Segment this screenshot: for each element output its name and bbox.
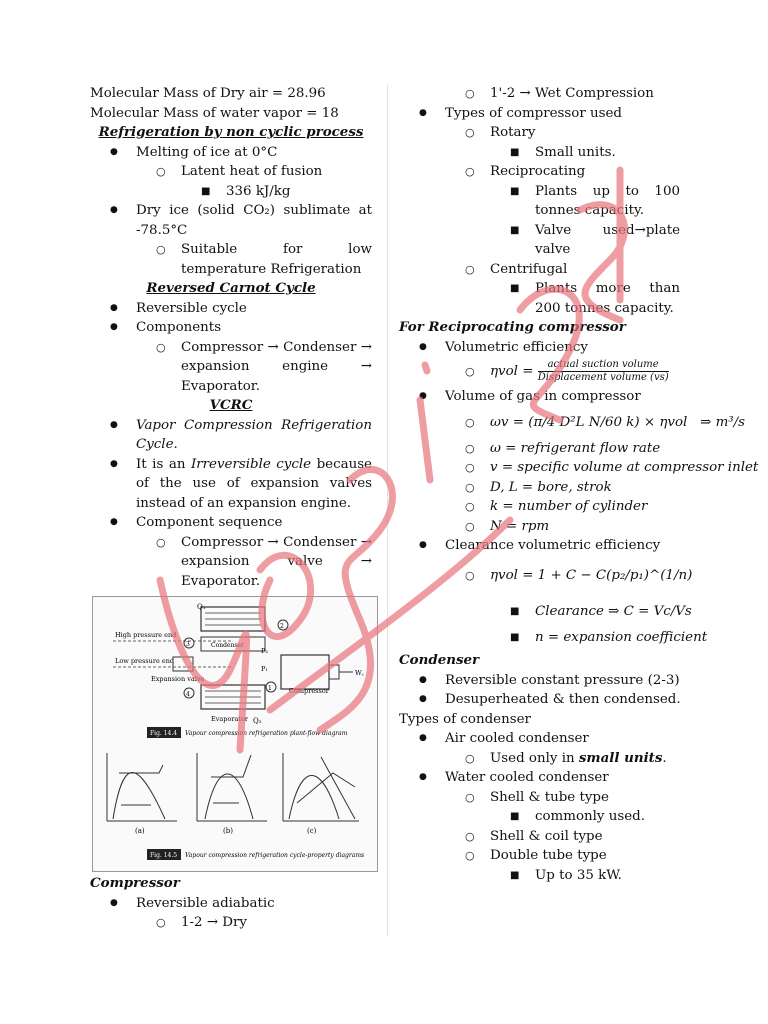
up-to-35kw-item: ■ Up to 35 kW.: [399, 866, 768, 886]
types-condenser: Types of condenser: [399, 711, 531, 727]
heading-reversed-carnot: Reversed Carnot Cycle: [146, 280, 316, 296]
irreversible-term: Irreversible cycle: [190, 456, 312, 472]
heading-compressor: Compressor: [90, 875, 180, 891]
components-item: ● Components: [90, 318, 372, 338]
dry-compression-item: ○ 1-2 → Dry: [90, 913, 372, 933]
expansion-label: Expansion valve: [151, 675, 205, 683]
reversible-cycle-item: ● Reversible cycle: [90, 299, 372, 319]
label-c: (c): [307, 827, 317, 835]
compressor-label: Compressor: [289, 687, 329, 695]
diagram-b: [197, 753, 267, 835]
fraction-numerator: actual suction volume: [538, 359, 669, 372]
volumetric-efficiency-item: ● Volumetric efficiency: [399, 338, 768, 358]
reversible-constant-item: ● Reversible constant pressure (2-3): [399, 671, 768, 691]
high-pressure-label: High pressure end: [115, 631, 177, 639]
svg-text:4: 4: [186, 691, 190, 698]
shell-tube-item: ○ Shell & tube type: [399, 788, 768, 808]
clearance-formula: ○ ηvol = 1 + C − C(p₂/p₁)^(1/n): [399, 556, 768, 596]
volume-gas-item: ● Volume of gas in compressor: [399, 387, 768, 407]
reciprocating-item: ○ Reciprocating: [399, 162, 768, 182]
svg-text:1: 1: [268, 685, 272, 692]
latent-heat-item: ○ Latent heat of fusion: [90, 162, 372, 182]
clearance-definition: ■ Clearance ⇒ C = Vc/Vs: [399, 596, 768, 628]
irreversible-prefix: It is an: [136, 456, 191, 472]
water-vapor-mass: Molecular Mass of water vapor = 18: [90, 105, 339, 121]
svg-text:3: 3: [186, 641, 190, 648]
vcrc-figure: [92, 596, 378, 872]
fig2-tag: Fig. 14.5: [150, 852, 178, 859]
wc-label: W꜀: [355, 669, 364, 677]
heading-vcrc: VCRC: [209, 397, 253, 413]
reversible-adiabatic-item: ● Reversible adiabatic: [90, 894, 372, 914]
water-cooled-item: ● Water cooled condenser: [399, 768, 768, 788]
irreversible-item: [90, 455, 372, 514]
v-definition: ○ v = specific volume at compressor inlet: [399, 458, 768, 478]
valve-item: ■ Valve used→plate valve: [399, 221, 680, 260]
fig2-caption: Vapour compression refrigeration cycle-property diagrams: [185, 852, 365, 859]
label-b: (b): [223, 827, 233, 835]
fig1-tag: Fig. 14.4: [150, 730, 178, 737]
dry-air-mass: Molecular Mass of Dry air = 28.96: [90, 86, 326, 101]
vcrc-definition: ● Vapor Compression Refrigeration Cycle.: [90, 416, 372, 455]
n-definition: ○ N = rpm: [399, 517, 768, 537]
rotary-item: ○ Rotary: [399, 123, 768, 143]
fraction-denominator: Displacement volume (vs): [537, 372, 669, 383]
omega-unit: ⇒ m³/s: [700, 414, 746, 430]
centrifugal-item: ○ Centrifugal: [399, 260, 768, 280]
label-a: (a): [135, 827, 145, 835]
wet-compression-item: ○ 1'-2 → Wet Compression: [399, 84, 768, 104]
omega-equation: ωv = (π/4 D²L N/60 k) × ηvol: [490, 414, 688, 430]
irreversible-suffix: because of the use of expansion valves instead of an expansion engine.: [136, 456, 372, 511]
expansion-coefficient: ■ n = expansion coefficient: [399, 628, 768, 648]
small-units-item: ■ Small units.: [399, 143, 768, 163]
eta-vol-fraction: [538, 359, 669, 384]
omega-definition: ○ ω = refrigerant flow rate: [399, 439, 768, 459]
q1-label: Q₁: [197, 603, 206, 611]
q2-label: Q₂: [253, 717, 262, 725]
diagram-c: [283, 753, 359, 835]
k-definition: ○ k = number of cylinder: [399, 497, 768, 517]
heading-reciprocating: For Reciprocating compressor: [399, 319, 626, 335]
eta-vol-lhs: ηvol =: [490, 364, 534, 379]
plants-100-item: ■ Plants up to 100 tonnes capacity.: [399, 182, 680, 221]
omega-formula: [399, 407, 768, 439]
small-units-emphasis: small units: [578, 749, 663, 766]
plants-200-item: ■ Plants more than 200 tonnes capacity.: [399, 279, 680, 318]
left-column: [90, 84, 372, 591]
component-sequence-item: ● Component sequence: [90, 513, 372, 533]
p1-label: P₁: [261, 665, 268, 673]
left-column-bottom: [90, 874, 372, 933]
column-divider: [387, 84, 388, 936]
used-only-item: ○ Used only in small units.: [399, 749, 768, 769]
dl-definition: ○ D, L = bore, strok: [399, 478, 768, 498]
low-temp-item: ○ Suitable for low temperature Refrigeration: [90, 240, 372, 279]
right-column: [399, 84, 768, 885]
p2-label: P₂: [261, 647, 268, 655]
dry-ice-item: ● Dry ice (solid CO₂) sublimate at -78.5°C: [90, 201, 372, 240]
low-pressure-label: Low pressure end: [115, 657, 175, 665]
fig1-caption: Vapour compression refrigeration plant-flow diagram: [185, 730, 348, 737]
commonly-used-item: ■ commonly used.: [399, 807, 768, 827]
eta-vol-formula: [399, 357, 768, 387]
heading-non-cyclic: Refrigeration by non cyclic process: [98, 124, 364, 140]
double-tube-item: ○ Double tube type: [399, 846, 768, 866]
clearance-efficiency-item: ● Clearance volumetric efficiency: [399, 536, 768, 556]
condenser-label: Condenser: [211, 642, 244, 649]
shell-coil-item: ○ Shell & coil type: [399, 827, 768, 847]
used-only-text: Used only in: [490, 750, 579, 766]
svg-text:2: 2: [280, 623, 284, 630]
evaporator-label: Evaporator: [211, 715, 248, 723]
melting-ice-item: ● Melting of ice at 0°C: [90, 143, 372, 163]
vcrc-sequence: ○ Compressor → Condenser → expansion valve → Evaporator.: [90, 533, 372, 592]
latent-heat-value: ■ 336 kJ/kg: [90, 182, 372, 202]
diagram-a: [107, 753, 177, 835]
air-cooled-item: ● Air cooled condenser: [399, 729, 768, 749]
carnot-sequence: ○ Compressor → Condenser → expansion engine → Evaporator.: [90, 338, 372, 397]
heading-condenser: Condenser: [399, 652, 480, 668]
compressor-types-item: ● Types of compressor used: [399, 104, 768, 124]
desuperheated-item: ● Desuperheated & then condensed.: [399, 690, 768, 710]
vcrc-diagram: [93, 597, 377, 871]
